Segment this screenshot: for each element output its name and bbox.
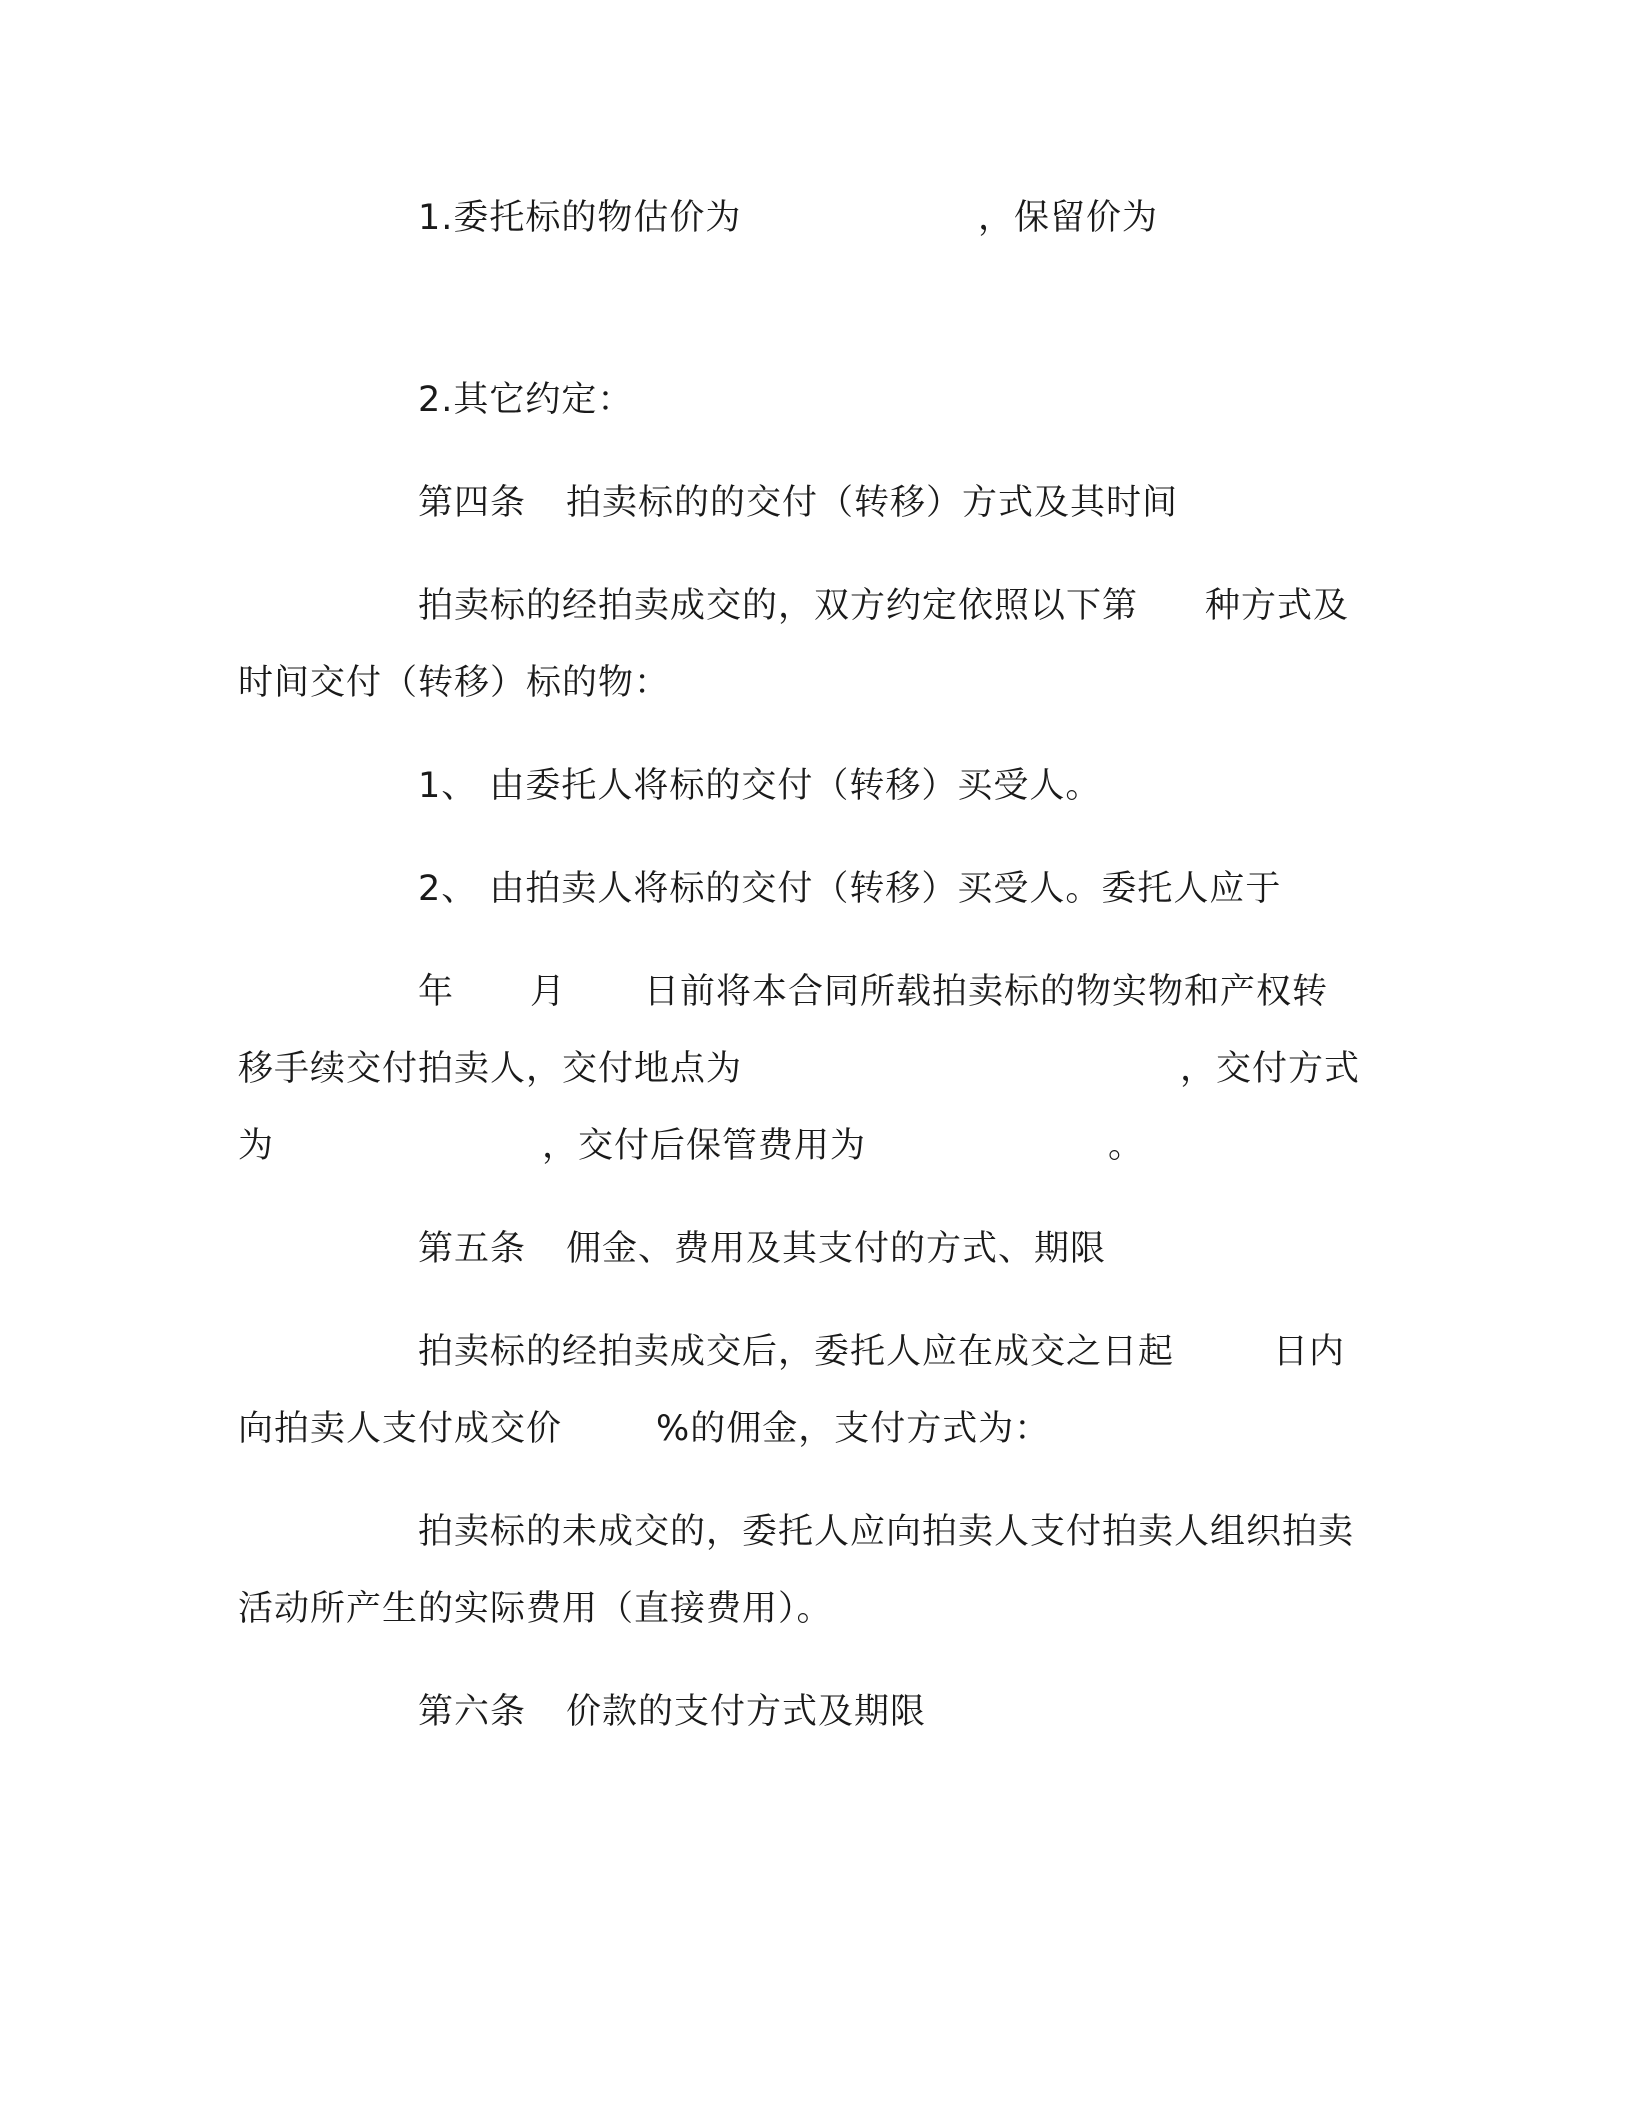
article-4-number: 第四条 <box>418 483 527 523</box>
commission-price-text: 向拍卖人支付成交价 <box>238 1409 563 1449</box>
article-5-title: 佣金、费用及其支付的方式、期限 <box>566 1229 1107 1269</box>
commission-percent-text: %的佣金，支付方式为： <box>656 1409 1051 1449</box>
article-4-para-method: 种方式及 <box>1205 586 1350 626</box>
unsold-line2: 活动所产生的实际费用（直接费用）。 <box>238 1589 833 1629</box>
unsold-line1: 拍卖标的未成交的，委托人应向拍卖人支付拍卖人组织拍卖 <box>418 1512 1355 1552</box>
day-label-text: 日前将本合同所载拍卖标的物实物和产权转 <box>644 972 1329 1012</box>
article-5-number: 第五条 <box>418 1229 527 1269</box>
commission-days-unit: 日内 <box>1273 1332 1346 1372</box>
article-4-para-text: 拍卖标的经拍卖成交的，双方约定依照以下第 <box>418 586 1139 626</box>
estimate-label: 1.委托标的物估价为 <box>418 198 742 238</box>
commission-days-text: 拍卖标的经拍卖成交后，委托人应在成交之日起 <box>418 1332 1175 1372</box>
article-6-number: 第六条 <box>418 1692 527 1732</box>
month-label: 月 <box>530 972 567 1012</box>
option-2-item: 2、 由拍卖人将标的交付（转移）买受人。委托人应于 <box>418 869 1282 909</box>
article-4-title: 拍卖标的的交付（转移）方式及其时间 <box>566 483 1179 523</box>
other-agreement-line: 2.其它约定： <box>418 380 634 420</box>
reserve-price-label: ，保留价为 <box>978 198 1159 238</box>
option-1-item: 1、 由委托人将标的交付（转移）买受人。 <box>418 766 1102 806</box>
wei-label: 为 <box>238 1126 275 1166</box>
delivery-place-label: 移手续交付拍卖人，交付地点为 <box>238 1049 743 1089</box>
article-4-para-line2: 时间交付（转移）标的物： <box>238 663 671 703</box>
storage-fee-label: ，交付后保管费用为 <box>542 1126 867 1166</box>
year-label: 年 <box>418 972 455 1012</box>
period-mark: 。 <box>1108 1126 1145 1166</box>
article-6-title: 价款的支付方式及期限 <box>566 1692 927 1732</box>
delivery-method-label: ，交付方式 <box>1180 1049 1361 1089</box>
